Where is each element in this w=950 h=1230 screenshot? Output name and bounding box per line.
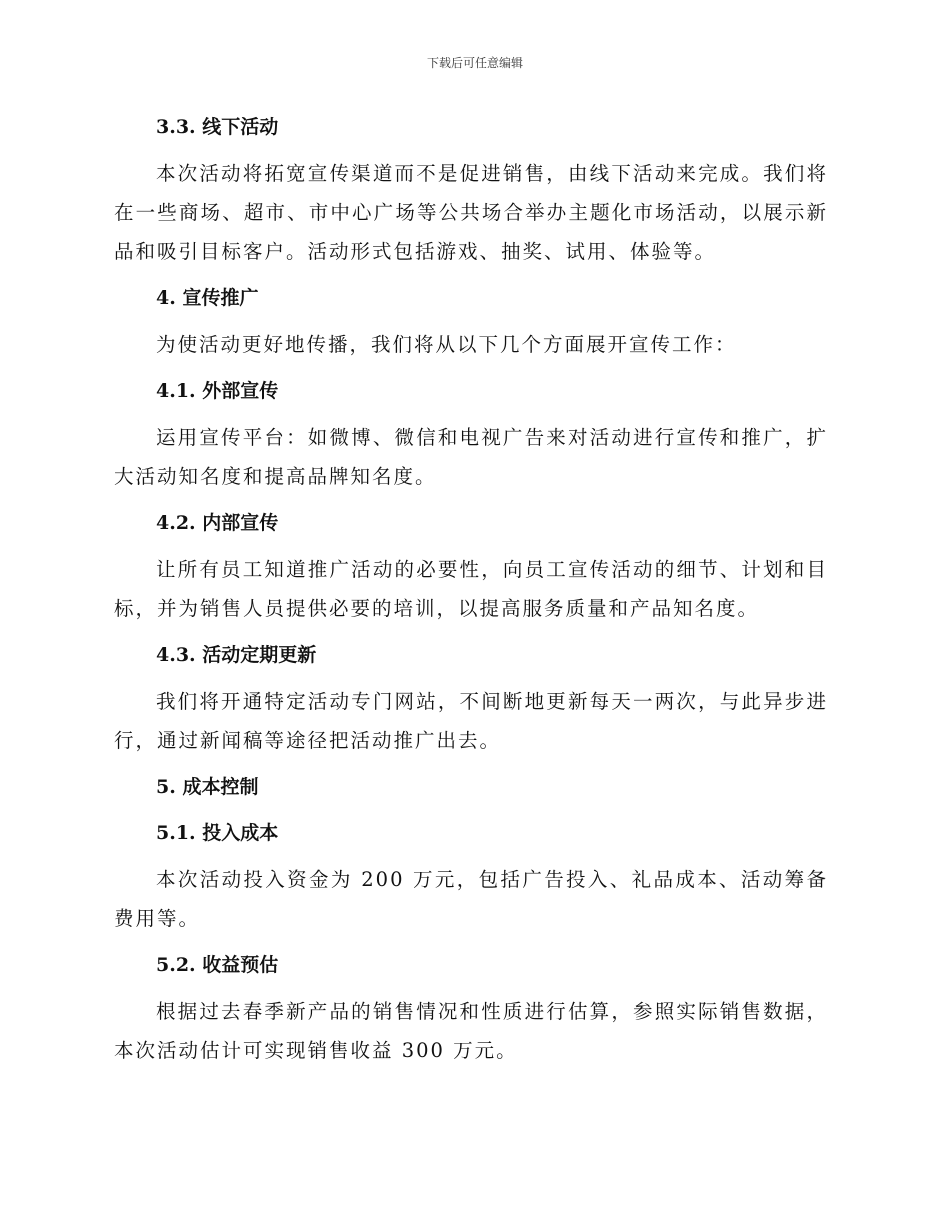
section-heading-5-2: 5.2. 收益预估 — [156, 954, 279, 976]
section-heading-4: 4. 宣传推广 — [156, 287, 259, 309]
section-heading-5: 5. 成本控制 — [156, 776, 259, 798]
section-paragraph: 我们将开通特定活动专门网站，不间断地更新每天一两次，与此异步进行，通过新闻稿等途径把活动推广出去。 — [114, 690, 828, 752]
section-paragraph: 本次活动投入资金为 200 万元，包括广告投入、礼品成本、活动筹备费用等。 — [114, 868, 828, 930]
page-header-note: 下载后可任意编辑 — [426, 56, 523, 70]
section-heading-4-1: 4.1. 外部宣传 — [156, 380, 279, 402]
section-paragraph: 为使活动更好地传播，我们将从以下几个方面展开宣传工作： — [156, 333, 737, 356]
section-paragraph: 运用宣传平台：如微博、微信和电视广告来对活动进行宣传和推广，扩大活动知名度和提高品牌知名度。 — [114, 426, 828, 488]
section-heading-3-3: 3.3. 线下活动 — [156, 116, 279, 138]
section-heading-4-3: 4.3. 活动定期更新 — [156, 644, 317, 666]
section-heading-4-2: 4.2. 内部宣传 — [156, 512, 279, 534]
document-body — [114, 108, 828, 1078]
section-paragraph: 让所有员工知道推广活动的必要性，向员工宣传活动的细节、计划和目标，并为销售人员提供必要的培训，以提高服务质量和产品知名度。 — [114, 558, 828, 620]
section-heading-5-1: 5.1. 投入成本 — [156, 822, 279, 844]
section-paragraph: 根据过去春季新产品的销售情况和性质进行估算，参照实际销售数据，本次活动估计可实现销售收益 300 万元。 — [114, 1000, 828, 1062]
section-paragraph: 本次活动将拓宽宣传渠道而不是促进销售，由线下活动来完成。我们将在一些商场、超市、市中心广场等公共场合举办主题化市场活动，以展示新品和吸引目标客户。活动形式包括游戏、抽奖、试用、体验等。 — [114, 162, 828, 263]
